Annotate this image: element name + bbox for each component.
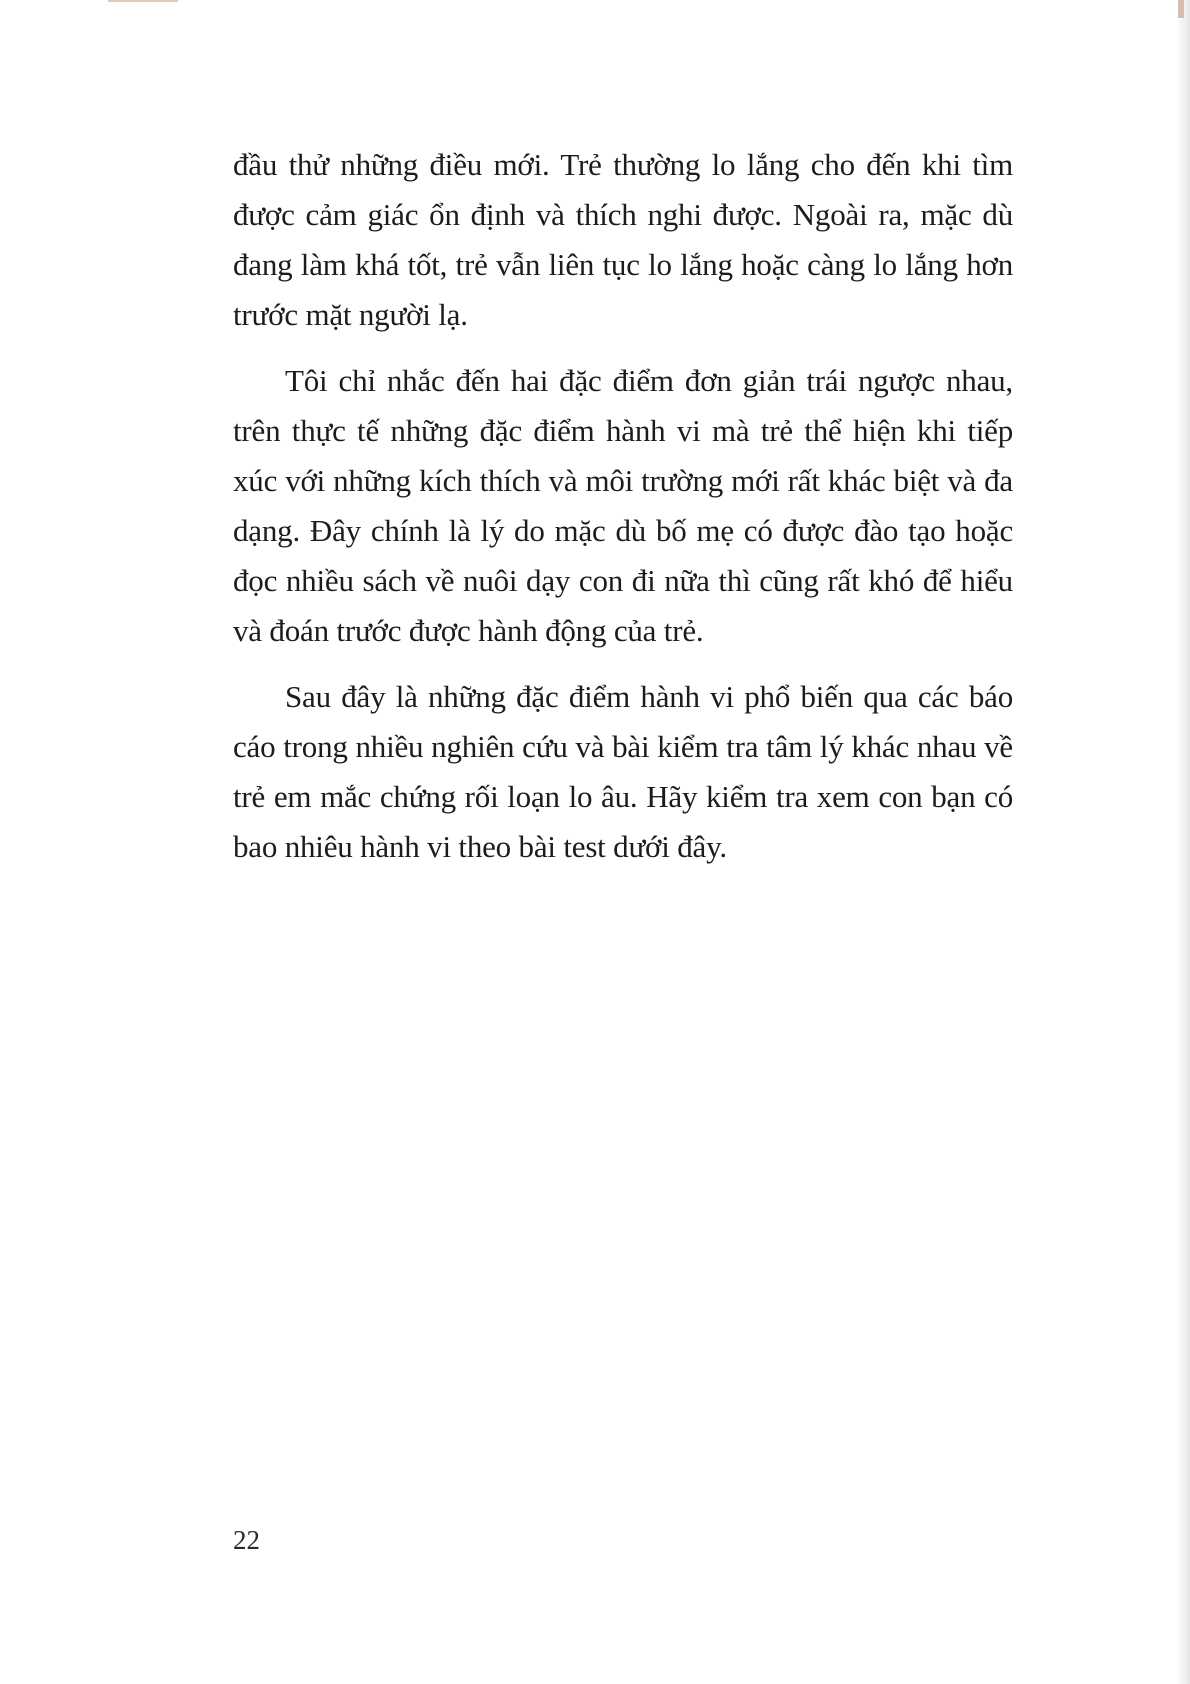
paragraph: Tôi chỉ nhắc đến hai đặc điểm đơn giản trái ngược nhau, trên thực tế những đặc điểm hành vi mà trẻ thể hiện khi tiếp xúc với những kích thích và môi trường mới rất khác biệt và đa dạng. Đây chính là lý do mặc dù bố mẹ có được đào tạo hoặc đọc nhiều sách về nuôi dạy con đi nữa thì cũng rất khó để hiểu và đoán trước được hành động của trẻ. [233,363,1013,648]
page-number: 22 [233,1525,260,1555]
paragraph: Sau đây là những đặc điểm hành vi phổ biến qua các báo cáo trong nhiều nghiên cứu và bài kiểm tra tâm lý khác nhau về trẻ em mắc chứng rối loạn lo âu. Hãy kiểm tra xem con bạn có bao nhiêu hành vi theo bài test dưới đây. [233,679,1013,864]
scan-artifact-top-right [1178,0,1184,18]
scan-artifact-top-left [108,0,178,2]
scan-artifact-right-edge [1176,0,1190,1684]
paragraph-continued: đầu thử những điều mới. Trẻ thường lo lắng cho đến khi tìm được cảm giác ổn định và thích nghi được. Ngoài ra, mặc dù đang làm khá tốt, trẻ vẫn liên tục lo lắng hoặc càng lo lắng hơn trước mặt người lạ. [233,147,1013,332]
body-text [233,140,1013,888]
